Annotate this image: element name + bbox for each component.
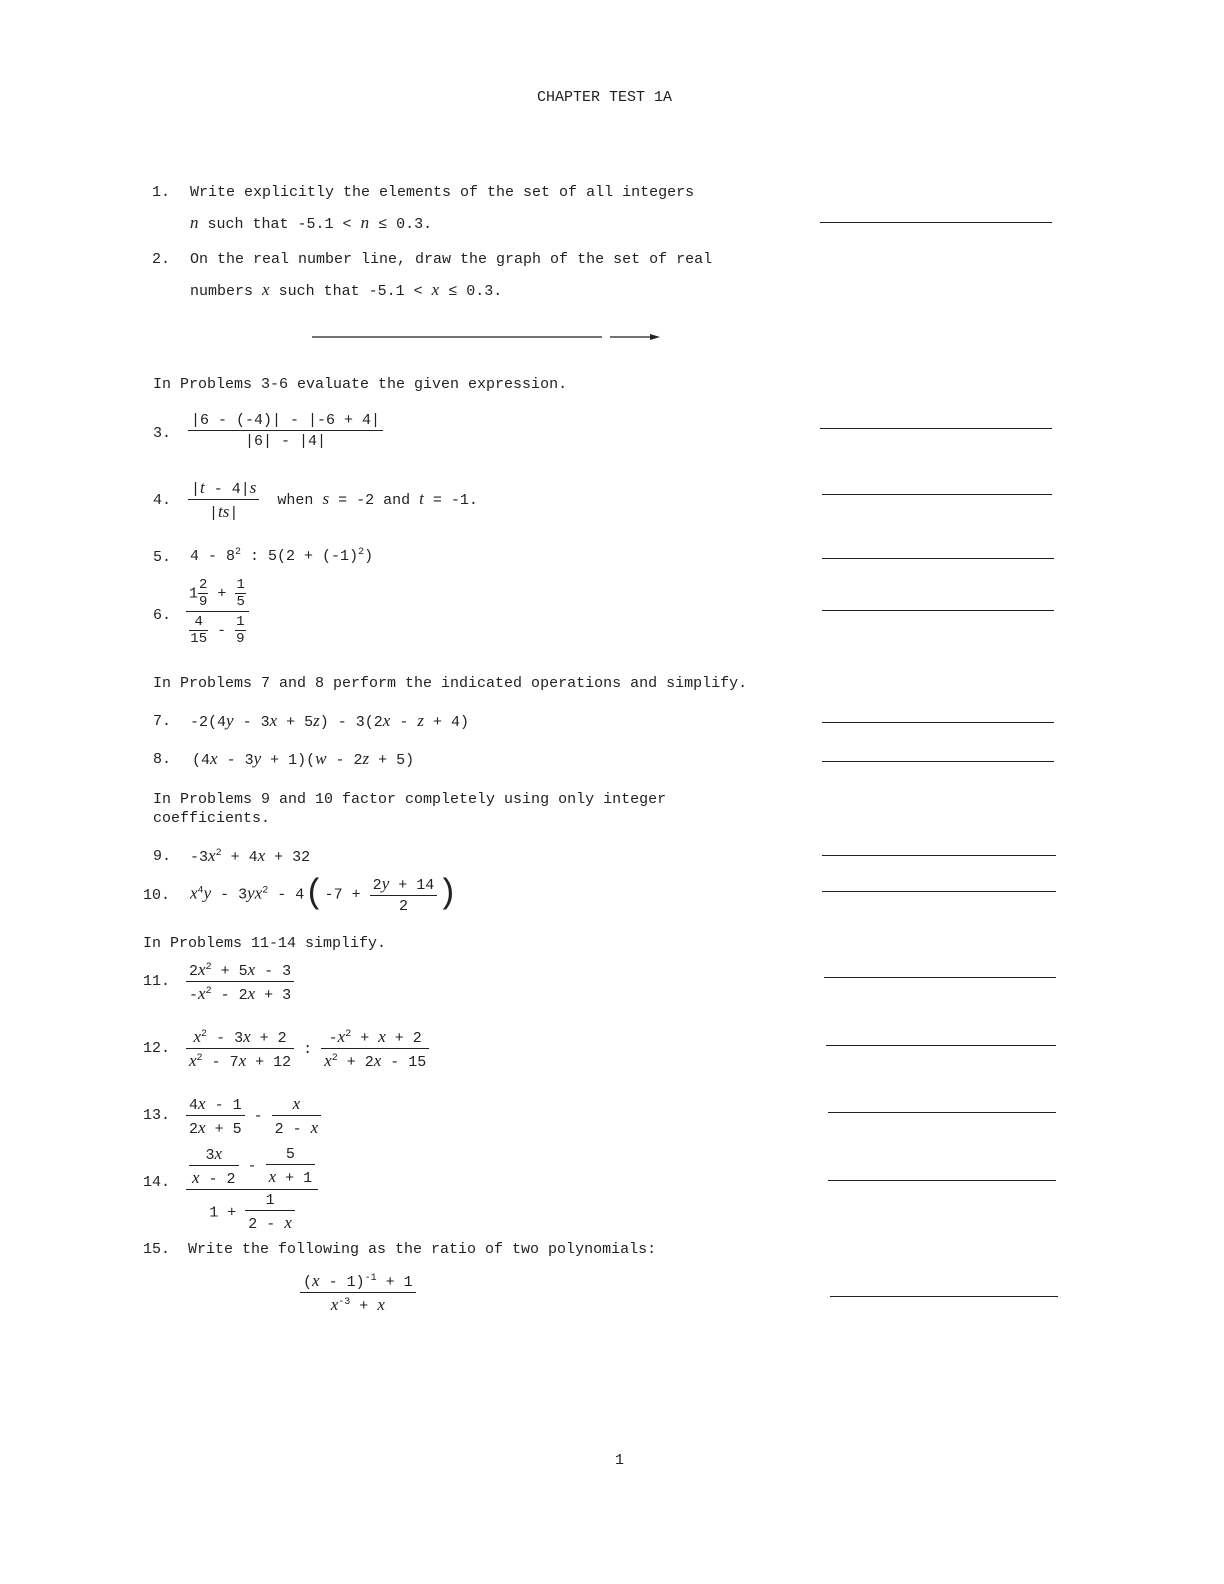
problem-2-line2: numbers x such that -5.1 < x ≤ 0.3.: [190, 280, 503, 300]
problem-7-number: 7.: [153, 713, 172, 730]
problem-10-expression: $x^4y - 3yx^2 - 4(-7$ + $\frac{2y + 14}{2}$ ): [190, 874, 458, 915]
instruction-9-10-line2: coefficients.: [153, 810, 271, 827]
problem-15-number: 15.: [143, 1241, 171, 1258]
problem-6-number: 6.: [153, 607, 172, 624]
problem-12-number: 12.: [143, 1040, 171, 1057]
problem-15-text: Write the following as the ratio of two polynomials:: [188, 1241, 657, 1258]
answer-line-5[interactable]: [822, 558, 1054, 559]
problem-8-number: 8.: [153, 751, 172, 768]
answer-line-11[interactable]: [824, 977, 1056, 978]
problem-13-number: 13.: [143, 1107, 171, 1124]
problem-1-number: 1.: [152, 184, 171, 201]
problem-11-expression: $\frac{2x^2 + 5x - 3}{-x^2 - 2x + 3}$: [186, 960, 294, 1004]
problem-1-line2: n such that -5.1 < n ≤ 0.3.: [190, 213, 433, 233]
problem-3-expression: $\frac{|6 - (-4)| - |-6 + 4|}{|6| - |4|}$: [188, 412, 383, 450]
problem-14-expression: $\frac{3x}{x - 2}$ - $\frac{5}{x + 1}$ 1 + $\frac{1}{2 - x}$: [186, 1144, 318, 1233]
answer-line-13[interactable]: [828, 1112, 1056, 1113]
answer-line-9[interactable]: [822, 855, 1056, 856]
answer-line-14[interactable]: [828, 1180, 1056, 1181]
instruction-11-14: In Problems 11-14 simplify.: [143, 935, 387, 952]
problem-5-number: 5.: [153, 549, 172, 566]
problem-13-expression: $\frac{4x - 1}{2x + 5}$ - $\frac{x}{2 - x}$: [186, 1094, 321, 1138]
problem-15-expression: $\frac{(x - 1)^{-1} + 1}{x^{-3} + x}$: [300, 1271, 416, 1315]
number-line[interactable]: [310, 330, 662, 342]
answer-line-15[interactable]: [830, 1296, 1058, 1297]
instruction-9-10-line1: In Problems 9 and 10 factor completely using only integer: [153, 791, 667, 808]
answer-line-8[interactable]: [822, 761, 1054, 762]
instruction-7-8: In Problems 7 and 8 perform the indicated operations and simplify.: [153, 675, 748, 692]
problem-3-number: 3.: [153, 425, 172, 442]
problem-12-expression: $\frac{x^2 - 3x + 2}{x^2 - 7x + 12}$ : $\frac{-x^2 + x + 2}{x^2 + 2x - 15}$: [186, 1027, 429, 1071]
problem-5-expression: $4 - 8^2$ : $5(2 + (-1)^2)$: [190, 547, 374, 565]
problem-6-expression: 1 $\frac{2}{9}$ + $\frac{1}{5}$ $\frac{4}{15}$ - $\frac{1}{9}$: [186, 577, 249, 647]
answer-line-12[interactable]: [826, 1045, 1056, 1046]
problem-9-number: 9.: [153, 848, 172, 865]
problem-4-expression: $\frac{|t - 4|s}{|ts|}$ when s = -2 and t = -1.: [188, 478, 478, 522]
problem-4-number: 4.: [153, 492, 172, 509]
answer-line-3[interactable]: [820, 428, 1052, 429]
answer-line-4[interactable]: [822, 494, 1052, 495]
page-number: 1: [615, 1452, 625, 1469]
problem-2-number: 2.: [152, 251, 171, 268]
answer-line-10[interactable]: [822, 891, 1056, 892]
problem-7-expression: -2(4y - 3x + 5z) - 3(2x - z + 4): [190, 711, 469, 731]
problem-14-number: 14.: [143, 1174, 171, 1191]
answer-line-7[interactable]: [822, 722, 1054, 723]
instruction-3-6: In Problems 3-6 evaluate the given expression.: [153, 376, 568, 393]
problem-9-expression: $-3x^2 + 4x + 32$: [190, 846, 311, 866]
answer-line-1[interactable]: [820, 222, 1052, 223]
arrow-head-icon: [650, 334, 660, 340]
problem-10-number: 10.: [143, 887, 171, 904]
page-title: CHAPTER TEST 1A: [537, 89, 673, 106]
problem-1-line1: Write explicitly the elements of the set of all integers: [190, 184, 695, 201]
answer-line-6[interactable]: [822, 610, 1054, 611]
problem-2-line1: On the real number line, draw the graph of the set of real: [190, 251, 713, 268]
problem-11-number: 11.: [143, 973, 171, 990]
problem-8-expression: (4x - 3y + 1)(w - 2z + 5): [192, 749, 415, 769]
